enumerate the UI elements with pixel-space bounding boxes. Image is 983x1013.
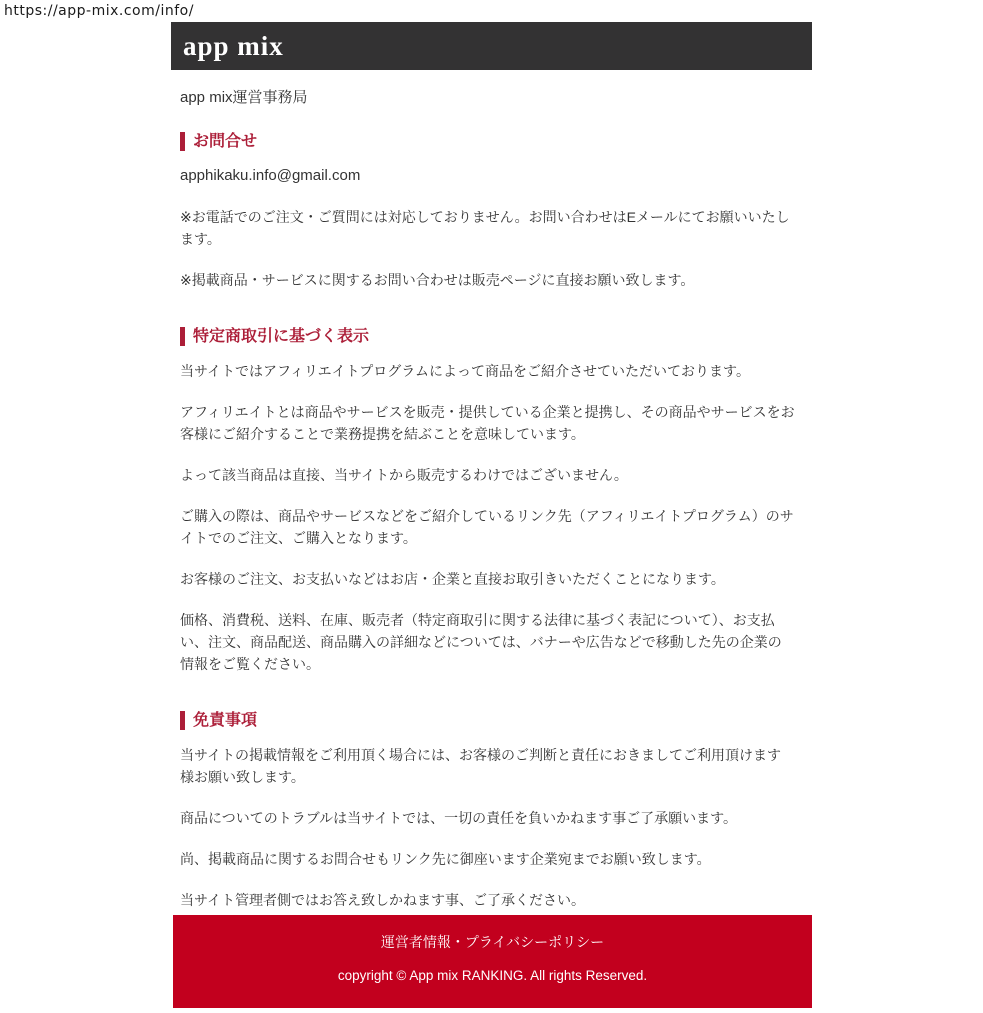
section-heading-disclaimer: 免責事項 — [180, 711, 795, 730]
disclaimer-paragraph: 尚、掲載商品に関するお問合せもリンク先に御座います企業宛までお願い致します。 — [180, 851, 711, 867]
section-heading-commerce-law: 特定商取引に基づく表示 — [180, 327, 795, 346]
contact-note-products: ※掲載商品・サービスに関するお問い合わせは販売ページに直接お願い致します。 — [180, 272, 695, 288]
disclaimer-paragraph: 当サイトの掲載情報をご利用頂く場合には、お客様のご判断と責任におきましてご利用頂けます様お願い致します。 — [180, 747, 782, 785]
disclaimer-paragraph: 当サイト管理者側ではお答え致しかねます事、ご了承ください。 — [180, 892, 586, 908]
section-heading-contact: お問合せ — [180, 132, 795, 151]
commerce-paragraph: ご購入の際は、商品やサービスなどをご紹介しているリンク先（アフィリエイトプログラム）のサイトでのご注文、ご購入となります。 — [180, 508, 794, 546]
commerce-paragraph: お客様のご注文、お支払いなどはお店・企業と直接お取引きいただくことになります。 — [180, 571, 725, 587]
browser-url[interactable]: https://app-mix.com/info/ — [4, 3, 194, 19]
contact-note-phone: ※お電話でのご注文・ご質問には対応しておりません。お問い合わせはEメールにてお願いいたします。 — [180, 209, 790, 247]
site-footer — [173, 915, 812, 1008]
main-content — [171, 70, 812, 911]
site-title-link[interactable]: app mix — [183, 30, 284, 61]
commerce-paragraph: よって該当商品は直接、当サイトから販売するわけではございません。 — [180, 467, 628, 483]
footer-privacy-policy-link[interactable]: 運営者情報・プライバシーポリシー — [380, 934, 605, 950]
site-header — [171, 22, 812, 70]
commerce-paragraph: 当サイトではアフィリエイトプログラムによって商品をご紹介させていただいております。 — [180, 363, 750, 379]
commerce-paragraph: アフィリエイトとは商品やサービスを販売・提供している企業と提携し、その商品やサービスをお客様にご紹介することで業務提携を結ぶことを意味しています。 — [180, 404, 795, 442]
page-container — [171, 22, 812, 930]
disclaimer-paragraph: 商品についてのトラブルは当サイトでは、一切の責任を負いかねます事ご了承願います。 — [180, 810, 738, 826]
footer-copyright: copyright © App mix RANKING. All rights Reserved. — [337, 968, 648, 983]
commerce-paragraph: 価格、消費税、送料、在庫、販売者（特定商取引に関する法律に基づく表記について）、お支払い、注文、商品配送、商品購入の詳細などについては、バナーや広告などで移動した先の企業の情報をご覧ください。 — [180, 612, 782, 672]
contact-email: apphikaku.info@gmail.com — [180, 167, 361, 184]
operator-office-label: app mix運営事務局 — [180, 89, 308, 106]
